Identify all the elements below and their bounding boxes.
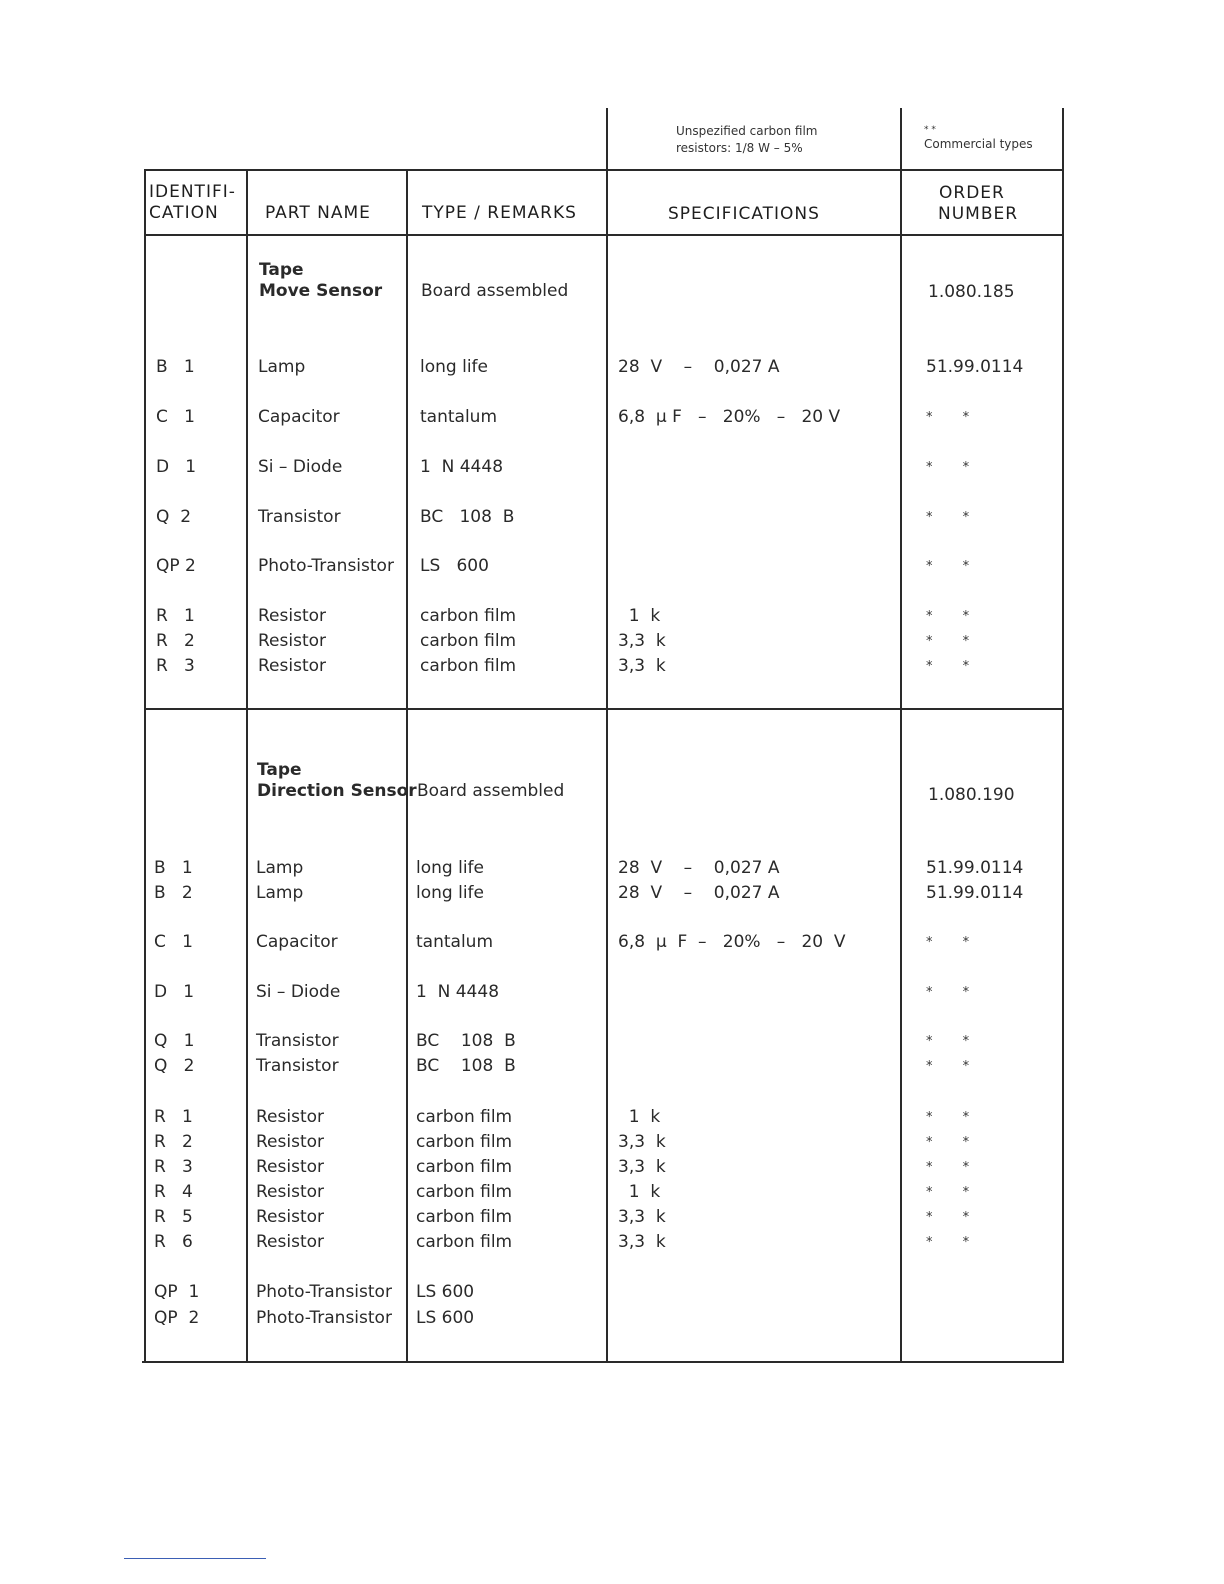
row-specification: 6,8 µ F – 20% – 20 V	[618, 407, 841, 427]
row-identification: B 2	[154, 883, 193, 903]
row-order-number: * *	[926, 634, 970, 649]
row-order-number: * *	[926, 1235, 970, 1250]
row-specification: 1 k	[618, 1182, 661, 1202]
header-ident	[149, 182, 236, 224]
row-part-name: Transistor	[256, 1031, 339, 1051]
header-bottom-rule	[144, 234, 1064, 236]
row-specification: 28 V – 0,027 A	[618, 883, 780, 903]
row-type: carbon film	[416, 1232, 513, 1252]
section-order-number: 1.080.185	[928, 282, 1015, 302]
row-order-number: * *	[926, 1160, 970, 1175]
row-identification: C 1	[154, 932, 193, 952]
row-specification: 1 k	[618, 606, 661, 626]
row-part-name: Lamp	[258, 357, 306, 377]
row-identification: R 3	[154, 1157, 193, 1177]
row-order-number: * *	[926, 609, 970, 624]
footnote-rule	[124, 1558, 266, 1559]
row-part-name: Resistor	[258, 656, 326, 676]
row-type: carbon film	[420, 606, 517, 626]
row-type: carbon film	[420, 631, 517, 651]
row-identification: R 3	[156, 656, 195, 676]
note-box-right-border	[1062, 108, 1064, 170]
row-order-number: * *	[926, 410, 970, 425]
row-order-number: * *	[926, 935, 970, 950]
row-type: BC 108 B	[416, 1031, 516, 1051]
row-identification: R 1	[154, 1107, 193, 1127]
row-part-name: Resistor	[256, 1107, 324, 1127]
row-type: carbon film	[416, 1107, 513, 1127]
row-identification: R 1	[156, 606, 195, 626]
row-identification: R 6	[154, 1232, 193, 1252]
row-type: carbon film	[416, 1132, 513, 1152]
row-type: long life	[416, 858, 484, 878]
section-title	[259, 260, 382, 302]
row-part-name: Resistor	[256, 1182, 324, 1202]
row-identification: R 4	[154, 1182, 193, 1202]
row-order-number: 51.99.0114	[926, 357, 1024, 377]
row-type: carbon film	[416, 1157, 513, 1177]
header-order-line2: NUMBER	[938, 204, 1019, 224]
header-top-rule	[144, 169, 1064, 171]
row-identification: R 2	[154, 1132, 193, 1152]
spec-note	[676, 123, 818, 157]
section-title-line2: Move Sensor	[259, 281, 383, 301]
row-order-number: * *	[926, 460, 970, 475]
row-type: LS 600	[420, 556, 489, 576]
header-part-name: PART NAME	[265, 203, 371, 223]
row-type: LS 600	[416, 1308, 475, 1328]
row-type: BC 108 B	[420, 507, 515, 527]
row-type: carbon film	[420, 656, 517, 676]
header-ident-line2: CATION	[149, 203, 219, 223]
row-specification: 1 k	[618, 1107, 661, 1127]
col-border-ident	[246, 169, 248, 1363]
row-type: tantalum	[420, 407, 497, 427]
row-identification: B 1	[154, 858, 193, 878]
row-order-number: * *	[926, 510, 970, 525]
row-order-number: 51.99.0114	[926, 858, 1024, 878]
col-border-left	[144, 169, 146, 1363]
row-specification: 3,3 k	[618, 1157, 666, 1177]
row-order-number: * *	[926, 559, 970, 574]
header-order-line1: ORDER	[939, 183, 1005, 203]
section-divider-rule	[144, 708, 1064, 710]
header-order	[938, 183, 1018, 225]
row-identification: R 2	[156, 631, 195, 651]
row-identification: QP 1	[154, 1282, 200, 1302]
section-title	[257, 760, 417, 802]
row-part-name: Resistor	[256, 1157, 324, 1177]
row-specification: 28 V – 0,027 A	[618, 858, 780, 878]
row-identification: QP 2	[156, 556, 196, 576]
row-type: 1 N 4448	[420, 457, 504, 477]
row-order-number: * *	[926, 659, 970, 674]
section-type: Board assembled	[417, 781, 565, 801]
row-identification: B 1	[156, 357, 195, 377]
order-note-stars: * *	[924, 125, 936, 135]
row-type: long life	[420, 357, 488, 377]
row-part-name: Lamp	[256, 858, 304, 878]
row-part-name: Resistor	[258, 606, 326, 626]
spec-note-line1: Unspezified carbon film	[676, 124, 818, 138]
row-part-name: Photo-Transistor	[258, 556, 394, 576]
order-note	[924, 124, 1033, 153]
row-type: carbon film	[416, 1182, 513, 1202]
row-part-name: Resistor	[256, 1232, 324, 1252]
row-part-name: Photo-Transistor	[256, 1308, 392, 1328]
row-part-name: Photo-Transistor	[256, 1282, 392, 1302]
row-type: carbon film	[416, 1207, 513, 1227]
row-part-name: Transistor	[258, 507, 341, 527]
row-type: tantalum	[416, 932, 493, 952]
section-title-line2: Direction Sensor	[257, 781, 417, 801]
col-border-right	[1062, 169, 1064, 1363]
note-box-left-border	[606, 108, 608, 170]
row-specification: 3,3 k	[618, 1207, 666, 1227]
row-identification: Q 2	[156, 507, 192, 527]
row-order-number: * *	[926, 1034, 970, 1049]
row-specification: 3,3 k	[618, 656, 666, 676]
row-specification: 3,3 k	[618, 1132, 666, 1152]
row-specification: 3,3 k	[618, 1232, 666, 1252]
row-part-name: Capacitor	[258, 407, 340, 427]
col-border-spec	[900, 169, 902, 1363]
row-identification: Q 2	[154, 1056, 195, 1076]
row-order-number: 51.99.0114	[926, 883, 1024, 903]
row-specification: 3,3 k	[618, 631, 666, 651]
row-part-name: Resistor	[256, 1132, 324, 1152]
row-order-number: * *	[926, 985, 970, 1000]
row-part-name: Si – Diode	[256, 982, 341, 1002]
note-box-mid-border	[900, 108, 902, 170]
section-title-line1: Tape	[259, 260, 304, 280]
section-type: Board assembled	[421, 281, 569, 301]
row-identification: Q 1	[154, 1031, 195, 1051]
section-title-line1: Tape	[257, 760, 302, 780]
header-type-remarks: TYPE / REMARKS	[422, 203, 577, 223]
row-specification: 6,8 µ F – 20% – 20 V	[618, 932, 846, 952]
row-order-number: * *	[926, 1135, 970, 1150]
row-identification: QP 2	[154, 1308, 200, 1328]
row-part-name: Lamp	[256, 883, 304, 903]
row-order-number: * *	[926, 1185, 970, 1200]
header-specifications: SPECIFICATIONS	[668, 204, 820, 224]
row-identification: C 1	[156, 407, 195, 427]
row-part-name: Capacitor	[256, 932, 338, 952]
header-ident-line1: IDENTIFI-	[149, 182, 236, 202]
spec-note-line2: resistors: 1/8 W – 5%	[676, 141, 803, 155]
row-specification: 28 V – 0,027 A	[618, 357, 780, 377]
col-border-type	[606, 169, 608, 1363]
row-type: 1 N 4448	[416, 982, 500, 1002]
row-identification: D 1	[154, 982, 195, 1002]
row-identification: D 1	[156, 457, 197, 477]
table-bottom-rule	[142, 1361, 1064, 1363]
row-type: long life	[416, 883, 484, 903]
row-part-name: Si – Diode	[258, 457, 343, 477]
order-note-text: Commercial types	[924, 137, 1033, 151]
row-type: BC 108 B	[416, 1056, 516, 1076]
section-order-number: 1.080.190	[928, 785, 1015, 805]
row-part-name: Resistor	[256, 1207, 324, 1227]
row-type: LS 600	[416, 1282, 475, 1302]
row-order-number: * *	[926, 1110, 970, 1125]
row-order-number: * *	[926, 1210, 970, 1225]
row-part-name: Transistor	[256, 1056, 339, 1076]
row-identification: R 5	[154, 1207, 193, 1227]
row-part-name: Resistor	[258, 631, 326, 651]
row-order-number: * *	[926, 1059, 970, 1074]
